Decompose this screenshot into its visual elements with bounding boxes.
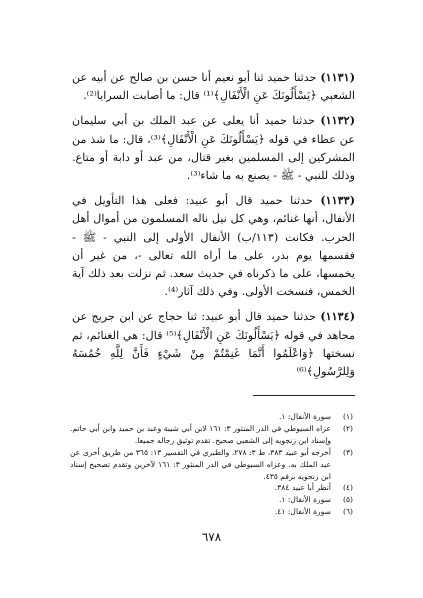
footnote-separator	[253, 395, 355, 396]
footnote-mark: (٥)	[342, 495, 353, 505]
hadith-number: (١١٣٢)	[320, 113, 355, 128]
footnote-4	[70, 482, 353, 494]
hadith-text: حدثنا حميد أنا يعلى عن عبد الملك بن أبي سليمان عن عطاء في قوله ﴿يَسْأَلُونَكَ عَنِ الْأَنْفَالِ﴾⁽³⁾، قال: ما شذ من المشركين إلى المسلمين بغير قتال، من عبد أو دابة أو متاع. وذلك للنبي - ﷺ - يصنع به ما شاء⁽³⁾.	[72, 114, 355, 183]
footnote-5	[70, 494, 353, 506]
footnote-mark: (١)	[342, 412, 353, 421]
hadith-text: حدثنا حميد ثنا أبو نعيم أنا حسن بن صالح عن أبيه عن الشعبي ﴿يَسْأَلُونَكَ عَنِ الْأَنْفَالِ﴾⁽¹⁾ قال: ما أصابت السرايا⁽²⁾.	[72, 71, 355, 103]
footnote-text: سورة الأنفال: ٤١.	[274, 507, 331, 517]
footnote-3	[70, 447, 353, 483]
footnotes-block	[70, 411, 353, 518]
hadith-text: حدثنا حميد قال أبو عبيد: ثنا حجاج عن ابن جريج عن مجاهد في قوله ﴿يَسْأَلُونَكَ عَنِ الْأَنْفَالِ﴾⁽⁵⁾ قال: هي الغنائم، ثم نسختها ﴿وَاعْلَمُوا أَنَّمَا غَنِمْتُمْ مِنْ شَيْءٍ فَأَنَّ لِلَّهِ خُمُسَهُ وَلِلرَّسُولِ﴾⁽⁶⁾	[72, 310, 355, 379]
page-number: ٦٧٨	[201, 530, 222, 544]
hadith-number: (١١٣٤)	[320, 309, 355, 324]
hadith-paragraph-1134	[72, 307, 355, 381]
footnote-text: أنظر أبا عبيد ٣٨٤.	[274, 483, 331, 493]
hadith-paragraph-1132	[72, 111, 355, 185]
footnote-text: سورة الأنفال: ١.	[278, 412, 331, 421]
footnote-2	[70, 423, 353, 447]
footnote-mark: (٣)	[342, 447, 353, 457]
footnote-mark: (٢)	[342, 423, 353, 433]
footnote-text: عزاه السيوطي في الدر المنثور ٣: ١٦١ لابن أبي شيبة وعبد بن حميد وابن أبي حاتم. وإسناد ابن زنجويه إلى الشعبي صحيح. تقدم توثيق رجاله جميعا.	[70, 423, 331, 445]
hadith-paragraph-1133	[72, 191, 355, 301]
main-text-block	[72, 68, 355, 387]
footnote-mark: (٦)	[342, 507, 353, 517]
hadith-number: (١١٣٣)	[320, 193, 355, 208]
footnote-text: سورة الأنفال: ١.	[278, 495, 331, 505]
hadith-number: (١١٣١)	[320, 70, 355, 84]
hadith-text: حدثنا حميد قال أبو عبيد: فعلى هذا التأويل في الأنفال، أنها غنائم، وهي كل نيل ناله المسلمون من أموال أهل الحرب. فكانت (١١٣/ب) الأنفال الأولى إلى النبي - ﷺ - فقسمها يوم بدر، على ما أراه الله تعالى -، من غير أن يخمسها، على ما ذكرناه في حديث سعد. ثم نزلت بعد ذلك آية الخمس، فنسخت الأولى. وفي ذلك آثار⁽⁴⁾.	[72, 194, 355, 299]
footnote-1	[70, 411, 353, 423]
footnote-mark: (٤)	[342, 483, 353, 493]
hadith-paragraph-1131	[72, 68, 355, 105]
footnote-6	[70, 506, 353, 518]
footnote-text: أخرجه أبو عبيد ٣٨٣، ط ٣: ٢٧٨، والطبري في التفسير ١٣: ٣٦٥ من طريق أخرى عن عبد الملك به. وعزاه السيوطي في الدر المنثور ٣: ١٦١ لآخرين وتقدم تصحيح إسناد ابن زنجويه برقم ٤٣٥.	[70, 447, 332, 481]
